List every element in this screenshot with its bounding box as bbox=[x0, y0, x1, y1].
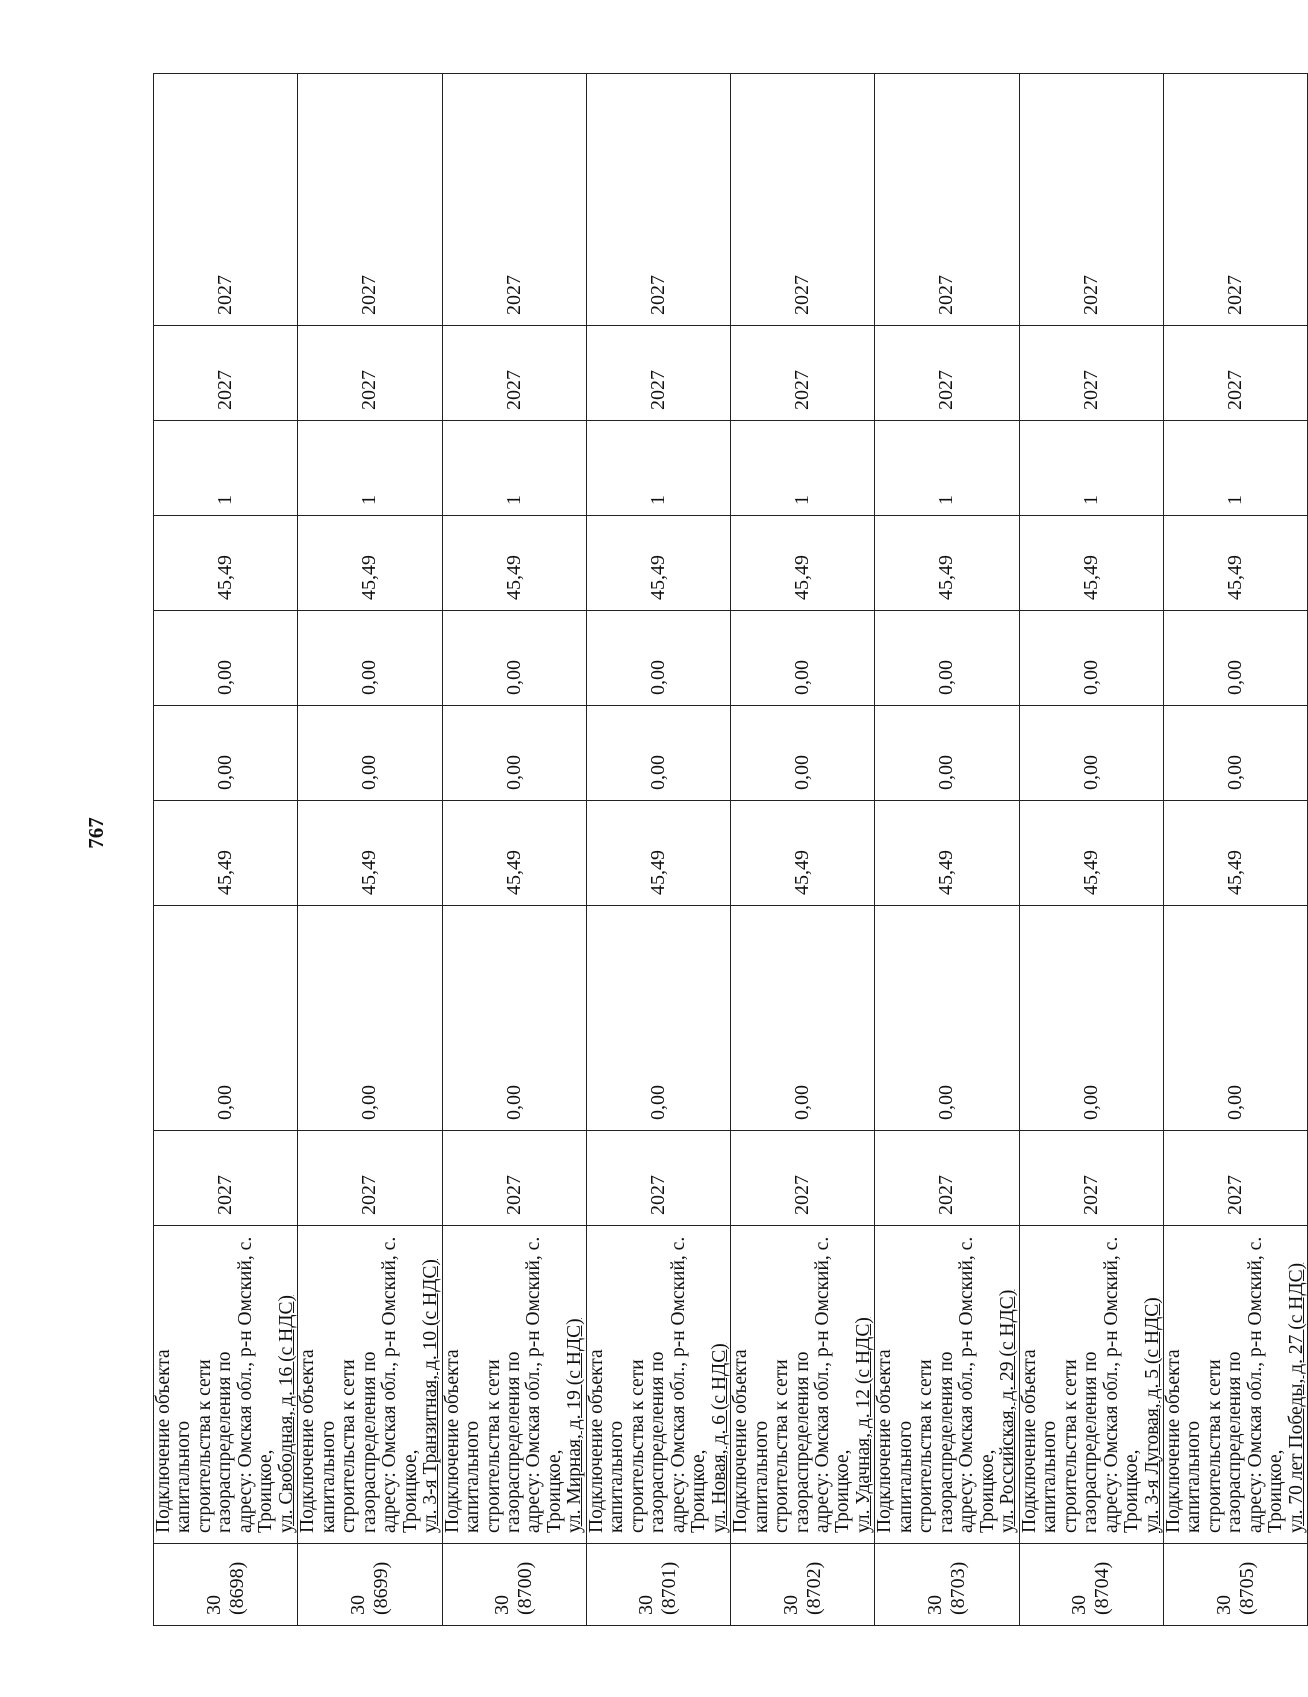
table-row bbox=[1019, 74, 1163, 1626]
value-cell-1: 0,00 bbox=[875, 906, 1019, 1131]
row-name-cell bbox=[1019, 1226, 1163, 1544]
value-cell-5: 45,49 bbox=[1163, 516, 1307, 611]
year-cell-2: 2027 bbox=[1019, 326, 1163, 421]
table-row bbox=[154, 74, 298, 1626]
start-year-cell: 2027 bbox=[1019, 1131, 1163, 1226]
count-cell: 1 bbox=[1163, 421, 1307, 516]
name-line-1: Подключение объекта капитального bbox=[441, 1349, 484, 1533]
name-line-1: Подключение объекта капитального bbox=[730, 1349, 772, 1533]
name-line-3: адресу: Омская обл., р-н Омский, с. Троицкое, bbox=[956, 1236, 998, 1533]
year-cell-2: 2027 bbox=[1163, 326, 1307, 421]
value-cell-1: 0,00 bbox=[1019, 906, 1163, 1131]
name-line-1: Подключение объекта капитального bbox=[1018, 1349, 1061, 1533]
start-year-cell: 2027 bbox=[154, 1131, 298, 1226]
name-line-3: адресу: Омская обл., р-н Омский, с. Троицкое, bbox=[523, 1236, 565, 1533]
row-id: 30 bbox=[779, 1595, 802, 1615]
value-cell-3: 0,00 bbox=[731, 706, 875, 801]
row-id: 30 bbox=[202, 1595, 225, 1615]
name-line-4: ул. 3-я Луговая, д. 5 (с НДС) bbox=[1141, 1297, 1163, 1533]
row-id-cell bbox=[1163, 1544, 1307, 1626]
name-line-2: строительства к сети газораспределения по bbox=[482, 1351, 524, 1533]
value-cell-2: 45,49 bbox=[875, 801, 1019, 906]
row-id-cell bbox=[298, 1544, 442, 1626]
value-cell-4: 0,00 bbox=[1163, 611, 1307, 706]
name-line-4: ул. Мирная, д. 19 (с НДС) bbox=[564, 1318, 586, 1533]
value-cell-5: 45,49 bbox=[154, 516, 298, 611]
count-cell: 1 bbox=[1019, 421, 1163, 516]
value-cell-2: 45,49 bbox=[1019, 801, 1163, 906]
year-cell-3: 2027 bbox=[1019, 74, 1163, 326]
year-cell-3: 2027 bbox=[154, 74, 298, 326]
value-cell-5: 45,49 bbox=[1019, 516, 1163, 611]
name-line-4: ул. Удачная, д. 12 (с НДС) bbox=[852, 1317, 874, 1533]
name-line-4: ул. Новая, д. 6 (с НДС) bbox=[708, 1343, 730, 1533]
name-line-2: строительства к сети газораспределения по bbox=[1059, 1351, 1102, 1533]
name-line-2: строительства к сети газораспределения по bbox=[1203, 1351, 1246, 1533]
year-cell-2: 2027 bbox=[442, 326, 586, 421]
start-year-cell: 2027 bbox=[1163, 1131, 1307, 1226]
row-name-cell bbox=[154, 1226, 298, 1544]
count-cell: 1 bbox=[731, 421, 875, 516]
value-cell-2: 45,49 bbox=[731, 801, 875, 906]
value-cell-4: 0,00 bbox=[586, 611, 730, 706]
year-cell-3: 2027 bbox=[875, 74, 1019, 326]
row-name-cell bbox=[731, 1226, 875, 1544]
year-cell-3: 2027 bbox=[586, 74, 730, 326]
value-cell-3: 0,00 bbox=[298, 706, 442, 801]
count-cell: 1 bbox=[586, 421, 730, 516]
row-code: (8701) bbox=[658, 1561, 681, 1615]
value-cell-2: 45,49 bbox=[1163, 801, 1307, 906]
value-cell-3: 0,00 bbox=[1163, 706, 1307, 801]
value-cell-5: 45,49 bbox=[442, 516, 586, 611]
row-id: 30 bbox=[491, 1595, 514, 1615]
value-cell-3: 0,00 bbox=[1019, 706, 1163, 801]
name-line-3: адресу: Омская обл., р-н Омский, с. Троицкое, bbox=[812, 1236, 854, 1533]
row-id: 30 bbox=[635, 1595, 658, 1615]
value-cell-5: 45,49 bbox=[875, 516, 1019, 611]
row-id: 30 bbox=[924, 1595, 947, 1615]
year-cell-3: 2027 bbox=[1163, 74, 1307, 326]
name-line-2: строительства к сети газораспределения по bbox=[771, 1351, 813, 1533]
value-cell-5: 45,49 bbox=[586, 516, 730, 611]
row-name-cell bbox=[875, 1226, 1019, 1544]
value-cell-1: 0,00 bbox=[442, 906, 586, 1131]
row-name-cell bbox=[1163, 1226, 1307, 1544]
row-name-cell bbox=[442, 1226, 586, 1544]
year-cell-2: 2027 bbox=[586, 326, 730, 421]
value-cell-2: 45,49 bbox=[442, 801, 586, 906]
value-cell-3: 0,00 bbox=[154, 706, 298, 801]
value-cell-4: 0,00 bbox=[442, 611, 586, 706]
year-cell-3: 2027 bbox=[442, 74, 586, 326]
value-cell-3: 0,00 bbox=[442, 706, 586, 801]
name-line-4: ул. Свободная, д. 16 (с НДС) bbox=[275, 1295, 297, 1533]
row-id-cell bbox=[731, 1544, 875, 1626]
name-line-4: ул. 70 лет Победы, д. 27 (с НДС) bbox=[1285, 1262, 1307, 1533]
start-year-cell: 2027 bbox=[442, 1131, 586, 1226]
value-cell-5: 45,49 bbox=[731, 516, 875, 611]
table-row bbox=[442, 74, 586, 1626]
value-cell-4: 0,00 bbox=[731, 611, 875, 706]
table-row bbox=[731, 74, 875, 1626]
value-cell-2: 45,49 bbox=[154, 801, 298, 906]
row-code: (8699) bbox=[369, 1561, 392, 1615]
row-id-cell bbox=[875, 1544, 1019, 1626]
row-code: (8705) bbox=[1235, 1561, 1258, 1615]
value-cell-3: 0,00 bbox=[586, 706, 730, 801]
value-cell-2: 45,49 bbox=[586, 801, 730, 906]
value-cell-5: 45,49 bbox=[298, 516, 442, 611]
name-line-3: адресу: Омская обл., р-н Омский, с. Троицкое, bbox=[379, 1236, 421, 1533]
name-line-1: Подключение объекта капитального bbox=[1162, 1349, 1205, 1533]
value-cell-2: 45,49 bbox=[298, 801, 442, 906]
table-row bbox=[586, 74, 730, 1626]
table-row bbox=[1163, 74, 1307, 1626]
name-line-2: строительства к сети газораспределения по bbox=[915, 1351, 957, 1533]
name-line-1: Подключение объекта капитального bbox=[874, 1349, 916, 1533]
name-line-2: строительства к сети газораспределения по bbox=[338, 1351, 380, 1533]
value-cell-4: 0,00 bbox=[875, 611, 1019, 706]
year-cell-2: 2027 bbox=[298, 326, 442, 421]
row-id: 30 bbox=[1068, 1595, 1091, 1615]
row-code: (8704) bbox=[1091, 1561, 1114, 1615]
count-cell: 1 bbox=[875, 421, 1019, 516]
name-line-2: строительства к сети газораспределения по bbox=[626, 1351, 669, 1533]
name-line-1: Подключение объекта капитального bbox=[153, 1349, 195, 1533]
row-id: 30 bbox=[346, 1595, 369, 1615]
value-cell-1: 0,00 bbox=[586, 906, 730, 1131]
name-line-1: Подключение объекта капитального bbox=[585, 1349, 628, 1533]
name-line-4: ул. Российская, д. 29 (с НДС) bbox=[997, 1289, 1019, 1533]
name-line-1: Подключение объекта капитального bbox=[297, 1349, 339, 1533]
name-line-3: адресу: Омская обл., р-н Омский, с. Троицкое, bbox=[1244, 1236, 1287, 1533]
value-cell-3: 0,00 bbox=[875, 706, 1019, 801]
value-cell-4: 0,00 bbox=[1019, 611, 1163, 706]
table-container bbox=[153, 74, 1307, 1626]
row-code: (8700) bbox=[514, 1561, 537, 1615]
year-cell-2: 2027 bbox=[731, 326, 875, 421]
table-body bbox=[154, 74, 1308, 1626]
year-cell-2: 2027 bbox=[154, 326, 298, 421]
start-year-cell: 2027 bbox=[586, 1131, 730, 1226]
page-number: 767 bbox=[84, 817, 108, 849]
row-code: (8702) bbox=[802, 1561, 825, 1615]
name-line-3: адресу: Омская обл., р-н Омский, с. Троицкое, bbox=[1100, 1236, 1143, 1533]
row-name-cell bbox=[298, 1226, 442, 1544]
start-year-cell: 2027 bbox=[875, 1131, 1019, 1226]
year-cell-2: 2027 bbox=[875, 326, 1019, 421]
value-cell-1: 0,00 bbox=[298, 906, 442, 1131]
value-cell-1: 0,00 bbox=[1163, 906, 1307, 1131]
row-id-cell bbox=[442, 1544, 586, 1626]
table-row bbox=[875, 74, 1019, 1626]
data-table bbox=[153, 73, 1308, 1626]
name-line-3: адресу: Омская обл., р-н Омский, с. Троицкое, bbox=[234, 1236, 277, 1533]
row-id-cell bbox=[154, 1544, 298, 1626]
value-cell-1: 0,00 bbox=[731, 906, 875, 1131]
name-line-4: ул. 3-я Транзитная, д. 10 (с НДС) bbox=[420, 1259, 442, 1533]
row-id: 30 bbox=[1212, 1595, 1235, 1615]
value-cell-4: 0,00 bbox=[298, 611, 442, 706]
row-code: (8698) bbox=[225, 1561, 248, 1615]
name-line-3: адресу: Омская обл., р-н Омский, с. Троицкое, bbox=[667, 1236, 710, 1533]
year-cell-3: 2027 bbox=[298, 74, 442, 326]
row-id-cell bbox=[586, 1544, 730, 1626]
count-cell: 1 bbox=[298, 421, 442, 516]
row-name-cell bbox=[586, 1226, 730, 1544]
year-cell-3: 2027 bbox=[731, 74, 875, 326]
name-line-2: строительства к сети газораспределения по bbox=[193, 1351, 236, 1533]
value-cell-4: 0,00 bbox=[154, 611, 298, 706]
count-cell: 1 bbox=[442, 421, 586, 516]
count-cell: 1 bbox=[154, 421, 298, 516]
start-year-cell: 2027 bbox=[298, 1131, 442, 1226]
start-year-cell: 2027 bbox=[731, 1131, 875, 1226]
table-row bbox=[298, 74, 442, 1626]
value-cell-1: 0,00 bbox=[154, 906, 298, 1131]
row-code: (8703) bbox=[947, 1561, 970, 1615]
row-id-cell bbox=[1019, 1544, 1163, 1626]
